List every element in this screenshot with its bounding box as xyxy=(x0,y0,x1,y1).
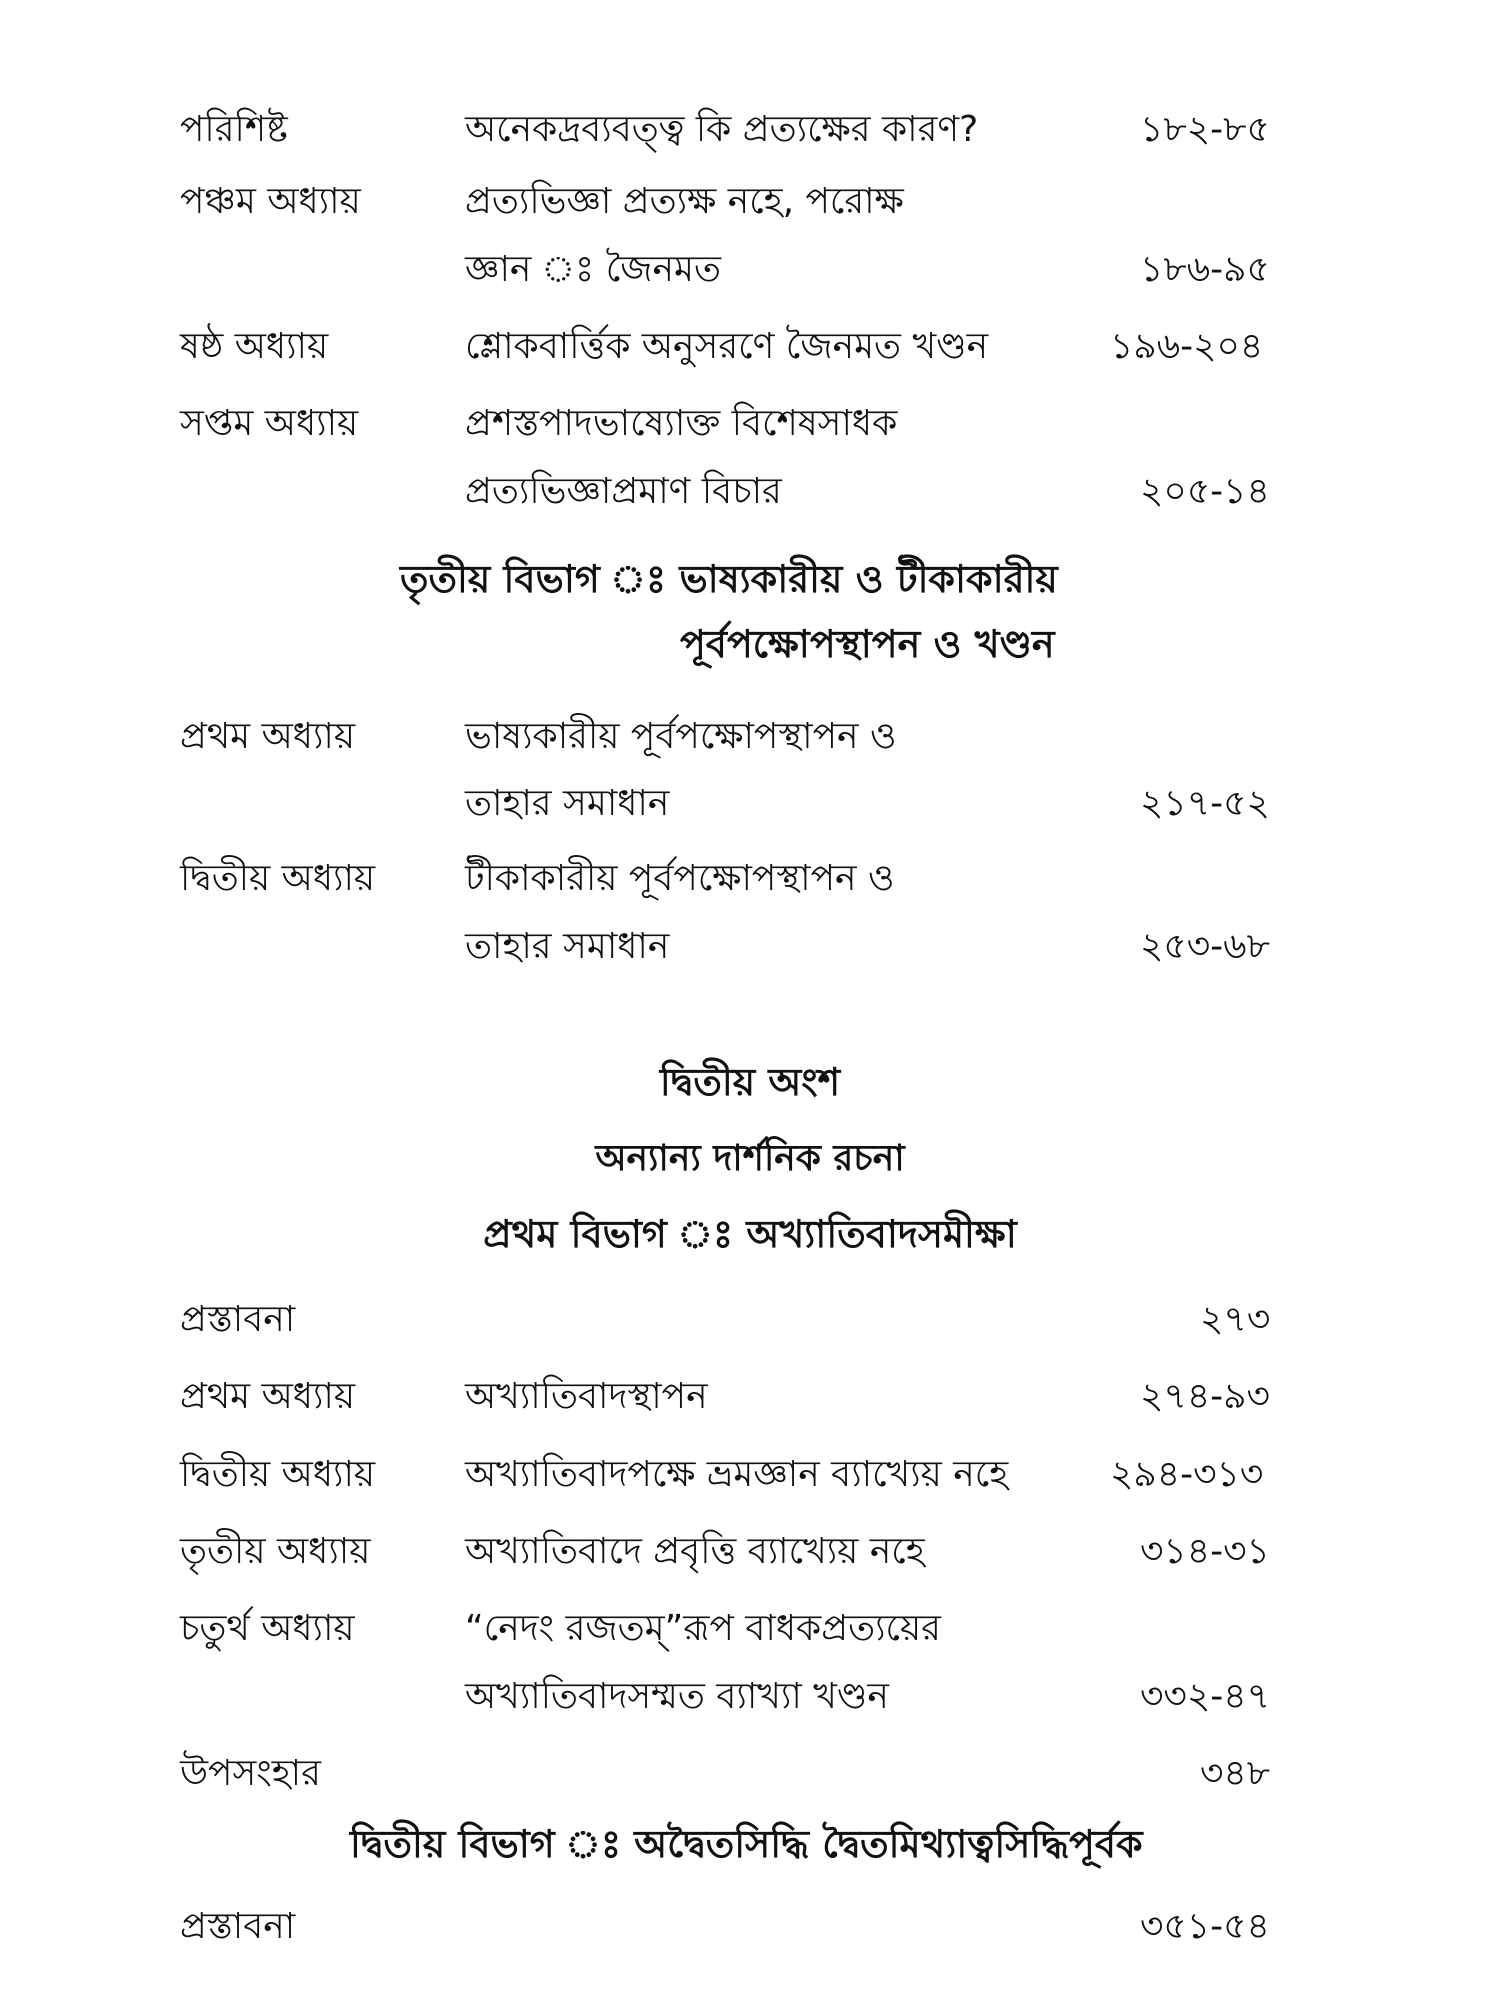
part-title: দ্বিতীয় অংশ xyxy=(659,1060,841,1104)
entry-label: পঞ্চম অধ্যায় xyxy=(180,181,361,222)
entry-title: অখ্যাতিবাদপক্ষে ভ্রমজ্ঞান ব্যাখ্যেয় নহে xyxy=(465,1454,1009,1495)
entry-label: পরিশিষ্ট xyxy=(180,109,288,150)
entry-label: প্রথম অধ্যায় xyxy=(180,716,356,757)
entry-title-line2: অখ্যাতিবাদসম্মত ব্যাখ্যা খণ্ডন xyxy=(465,1676,889,1717)
entry-title: টীকাকারীয় পূর্বপক্ষোপস্থাপন ও xyxy=(465,858,895,899)
entry-title: অখ্যাতিবাদস্থাপন xyxy=(465,1376,708,1417)
entry-title: শ্লোকবার্ত্তিক অনুসরণে জৈনমত খণ্ডন xyxy=(465,326,989,367)
entry-title: “নেদং রজতম্”রূপ বাধকপ্রত্যয়ের xyxy=(465,1608,941,1649)
entry-label: প্রথম অধ্যায় xyxy=(180,1376,356,1417)
toc-page: পরিশিষ্ট অনেকদ্রব্যবত্ত্ব কি প্রত্যক্ষের কারণ? ১৮২-৮৫ পঞ্চম অধ্যায় প্রত্যভিজ্ঞা প্রত্যক্ষ নহে, পরোক্ষ জ্ঞান ঃ জৈনমত ১৮৬-৯৫ ষষ্ঠ অধ্যায় শ্লোকবার্ত্তিক অনুসরণে জৈনমত খণ্ডন ১৯৬-২০৪ সপ্তম অধ্যায় প্রশস্তপাদভাষ্যোক্ত বিশেষসাধক প্রত্যভিজ্ঞাপ্রমাণ বিচার ২০৫-১৪ তৃতীয় বিভাগ ঃ ভাষ্যকারীয় ও টীকাকারীয় পূর্বপক্ষোপস্থাপন ও খণ্ডন প্রথম অধ্যায় ভাষ্যকারীয় পূর্বপক্ষোপস্থাপন ও তাহার সমাধান ২১৭-৫২ দ্বিতীয় অধ্যায় টীকাকারীয় পূর্বপক্ষোপস্থাপন ও তাহার সমাধান ২৫৩-৬৮ দ্বিতীয় অংশ অন্যান্য দার্শনিক রচনা প্রথম বিভাগ ঃ অখ্যাতিবাদসমীক্ষা প্রস্তাবনা ২৭৩ প্রথম অধ্যায় অখ্যাতিবাদস্থাপন ২৭৪-৯৩ দ্বিতীয় অধ্যায় অখ্যাতিবাদপক্ষে ভ্রমজ্ঞান ব্যাখ্যেয় নহে ২৯৪-৩১৩ তৃতীয় অধ্যায় অখ্যাতিবাদে প্রবৃত্তি ব্যাখ্যেয় নহে ৩১৪-৩১ চতুর্থ অধ্যায় “নেদং রজতম্”রূপ বাধকপ্রত্যয়ের অখ্যাতিবাদসম্মত ব্যাখ্যা খণ্ডন ৩৩২-৪৭ উপসংহার ৩৪৮ দ্বিতীয় বিভাগ ঃ অদ্বৈতসিদ্ধি দ্বৈতমিথ্যাত্বসিদ্ধিপূর্বক প্রস্তাবনা ৩৫১-৫৪ xyxy=(0,0,1500,2000)
section-heading-line2: পূর্বপক্ষোপস্থাপন ও খণ্ডন xyxy=(680,622,1055,666)
entry-label: সপ্তম অধ্যায় xyxy=(180,403,359,444)
entry-label: প্রস্তাবনা xyxy=(180,1299,296,1340)
part-subtitle: অন্যান্য দার্শনিক রচনা xyxy=(595,1138,905,1179)
division2-heading: দ্বিতীয় বিভাগ ঃ অদ্বৈতসিদ্ধি দ্বৈতমিথ্যাত্বসিদ্ধিপূর্বক xyxy=(350,1822,1143,1866)
entry-title: প্রশস্তপাদভাষ্যোক্ত বিশেষসাধক xyxy=(465,403,898,444)
entry-title: অনেকদ্রব্যবত্ত্ব কি প্রত্যক্ষের কারণ? xyxy=(465,109,979,150)
entry-label: দ্বিতীয় অধ্যায় xyxy=(180,858,376,899)
entry-label: ষষ্ঠ অধ্যায় xyxy=(180,326,329,367)
entry-label: তৃতীয় অধ্যায় xyxy=(180,1531,371,1572)
section-heading: তৃতীয় বিভাগ ঃ ভাষ্যকারীয় ও টীকাকারীয় xyxy=(400,557,1058,601)
entry-label: দ্বিতীয় অধ্যায় xyxy=(180,1454,376,1495)
entry-label: উপসংহার xyxy=(180,1753,321,1794)
division-heading: প্রথম বিভাগ ঃ অখ্যাতিবাদসমীক্ষা xyxy=(483,1212,1017,1256)
entry-title: প্রত্যভিজ্ঞা প্রত্যক্ষ নহে, পরোক্ষ xyxy=(465,181,904,222)
entry-title-line2: তাহার সমাধান xyxy=(465,926,670,967)
entry-title-line2: প্রত্যভিজ্ঞাপ্রমাণ বিচার xyxy=(465,471,782,512)
entry-label: প্রস্তাবনা xyxy=(180,1906,296,1947)
entry-title-line2: জ্ঞান ঃ জৈনমত xyxy=(465,249,721,290)
entry-title-line2: তাহার সমাধান xyxy=(465,783,670,824)
entry-title: ভাষ্যকারীয় পূর্বপক্ষোপস্থাপন ও xyxy=(465,716,897,757)
entry-label: চতুর্থ অধ্যায় xyxy=(180,1608,355,1649)
entry-title: অখ্যাতিবাদে প্রবৃত্তি ব্যাখ্যেয় নহে xyxy=(465,1531,925,1572)
